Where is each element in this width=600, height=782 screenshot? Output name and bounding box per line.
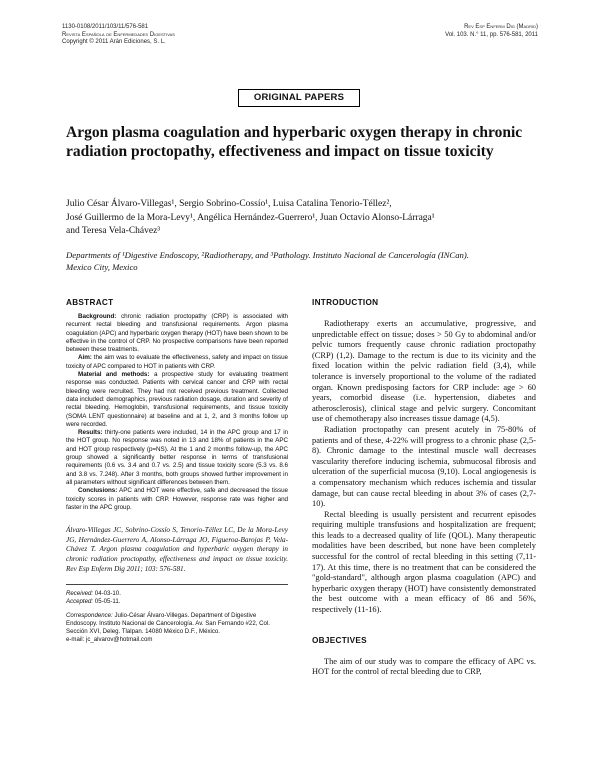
received-label: Received: [66, 590, 94, 598]
accepted-date [66, 598, 288, 606]
conclusions-label: Conclusions: [78, 487, 118, 495]
results-text: thirty-one patients were included, 14 in the APC group and 17 in the HOT group. No response was noted in 13 and 18% of patients in the APC and HOT group respectively (p=NS). At the 1 and 2 months follow-up, the APC group showed a significantly better response in terms of transfusional requirements (0.6 vs. 3.4 and 0.7 vs. 2.5) and tissue toxicity score (5.3 vs. 8.6 and 3.8 vs. 7.248). After 3 months, both groups showed further improvement in all parameters without significant differences between them. [66, 429, 288, 486]
received-value: 04-03-10. [93, 590, 121, 598]
article-title: Argon plasma coagulation and hyperbaric oxygen therapy in chronic radiation proctopathy, effectiveness and impact on tissue toxicity [66, 124, 523, 160]
abstract-methods [66, 371, 288, 429]
background-text: chronic radiation proctopathy (CRP) is associated with recurrent rectal bleeding and transfusional requirements. Argon plasma coagulation (APC) and hyperbaric oxygen therapy (HOT) have been shown to be effective in the control of CRP. No prospective comparisons have been reported between these treatments. [66, 313, 288, 354]
objectives-heading: OBJECTIVES [312, 635, 367, 645]
aim-label: Aim: [78, 354, 92, 362]
author-line: Julio César Álvaro-Villegas¹, Sergio Sobrino-Cossío¹, Luisa Catalina Tenorio-Téllez², [66, 199, 392, 209]
correspondence-label: Correspondence: [66, 612, 113, 620]
journal-abbrev: Rev Esp Enferm Dig (Madrid) [464, 24, 538, 30]
received-date [66, 590, 288, 598]
email: e-mail: jc_alvarov@hotmail.com [66, 636, 153, 644]
objectives-paragraph: The aim of our study was to compare the efficacy of APC vs. HOT for the control of rectal bleeding due to CRP, [312, 656, 536, 677]
accepted-value: 05-05-11. [93, 598, 121, 606]
accepted-label: Accepted: [66, 598, 94, 606]
results-label: Results: [78, 429, 103, 437]
abstract-heading: ABSTRACT [66, 298, 114, 307]
citation: Álvaro-Villegas JC, Sobrino-Cossío S, Tenorio-Téllez LC, De la Mora-Levy JG, Hernández-Guerrero A, Alonso-Lárraga JO, Figueroa-Barojas P, Vela-Chávez T. Argon plasma coagulation and hyperbaric oxygen therapy in chronic radiation proctopathy, effectiveness and impact on tissue toxicity. Rev Esp Enferm Dig 2011; 103: 576-581. [66, 526, 288, 573]
affiliations [66, 249, 536, 273]
author-line: José Guillermo de la Mora-Levy¹, Angélica Hernández-Guerrero¹, Juan Octavio Alonso-Lárraga¹ [66, 212, 435, 223]
volume-line: Vol. 103. N.° 11, pp. 576-581, 2011 [445, 31, 538, 38]
affiliation-line: Departments of ¹Digestive Endoscopy, ²Radiotherapy, and ³Pathology. Instituto Nacional de Cancerología (INCan). [66, 250, 469, 260]
methods-label: Material and methods: [78, 371, 150, 379]
methods-text: a prospective study for evaluating treatment response was conducted. Patients with cervical cancer and CRP with rectal bleeding were recruited. They had not received previous treatment. Collected data included: demographics, previous radiation dosage, duration and severity of rectal bleeding. Hemoglobin, transfusional requirements, and tissue toxicity (SOMA LENT questionnaire) at baseline and at 1, 2, and 3 months follow up were recorded. [66, 371, 288, 428]
right-column [312, 298, 536, 678]
journal-header-left [62, 24, 175, 47]
intro-paragraph: Rectal bleeding is usually persistent and recurrent episodes requiring multiple transfusions and hospitalization are frequent; this leads to a decreased quality of life (QOL). Many therapeutic modalities have been described, but none have been completely successful for the control of rectal bleeding in this setting (7,11-17). At this time, there is no treatment that can be considered the "gold-standard", although argon plasma coagulation (APC) and hyperbaric oxygen therapy (HOT) have consistently demonstrated the best outcome with a mean efficacy of 86 and 56%, respectively (11-16). [312, 509, 536, 615]
abstract-aim [66, 354, 288, 371]
intro-paragraph: Radiation proctopathy can present acutely in 75-80% of patients and of these, 4-22% will progress to a chronic phase (2,5-8). Chronic damage to the intestinal muscle wall decreases vascularity therefore inducing ischemia, submucosal fibrosis and ulceration of the superficial mucosa (9,10). Local angiogenesis is a compensatory mechanism which reduces ischemia and tissular damage, but can cause rectal bleeding in about 3% of cases (2,7-10). [312, 424, 536, 509]
copyright-line: Copyright © 2011 Arán Ediciones, S. L. [62, 39, 166, 45]
background-label: Background: [78, 313, 117, 320]
left-column [66, 298, 288, 644]
abstract-results [66, 429, 288, 487]
issn-line: 1130-0108/2011/103/11/576-581 [62, 24, 149, 30]
intro-paragraph: Radiotherapy exerts an accumulative, progressive, and unpredictable effect on tissue; doses > 50 Gy to abdominal and/or pelvic tumors frequently cause chronic radiation proctopathy (CRP) (1,2). Damage to the rectum is due to its vicinity and the fixed location within the pelvic radiation field (3,4), while tolerance is inversely proportional to the volume of the radiated organ. Known predisposing factors for CRP include: age > 60 years, comorbid disease (i.e. hypertension, diabetes and atherosclerosis), clinical stage and pelvic surgery. Concomitant use of chemotherapy also increases tissue damage (4,5). [312, 319, 536, 424]
introduction-heading: INTRODUCTION [312, 298, 379, 307]
affiliation-line: Mexico City, Mexico [66, 262, 138, 272]
journal-name: Revista Española de Enfermedades Digestivas [62, 31, 175, 38]
abstract-background [66, 313, 288, 354]
section-label: ORIGINAL PAPERS [238, 89, 360, 107]
aim-text: the aim was to evaluate the effectiveness, safety and impact on tissue toxicity of APC compared to HOT in patients with CRP. [66, 354, 288, 370]
correspondence [66, 612, 288, 636]
conclusions-text: APC and HOT were effective, safe and decreased the tissue toxicity scores in patients with CRP. However, response rate was higher and faster in the APC group. [66, 487, 288, 511]
author-line: and Teresa Vela-Chávez³ [66, 226, 161, 236]
abstract-conclusions [66, 487, 288, 512]
correspondence-value: Julio-César Álvaro-Villegas. Department of Digestive Endoscopy. Instituto Nacional de Cancerología. Av. San Fernando #22, Col. Sección XVI, Deleg. Tlalpan. 14080 México D.F., México. [66, 612, 270, 636]
author-list [66, 198, 536, 239]
journal-header-right [445, 24, 538, 39]
